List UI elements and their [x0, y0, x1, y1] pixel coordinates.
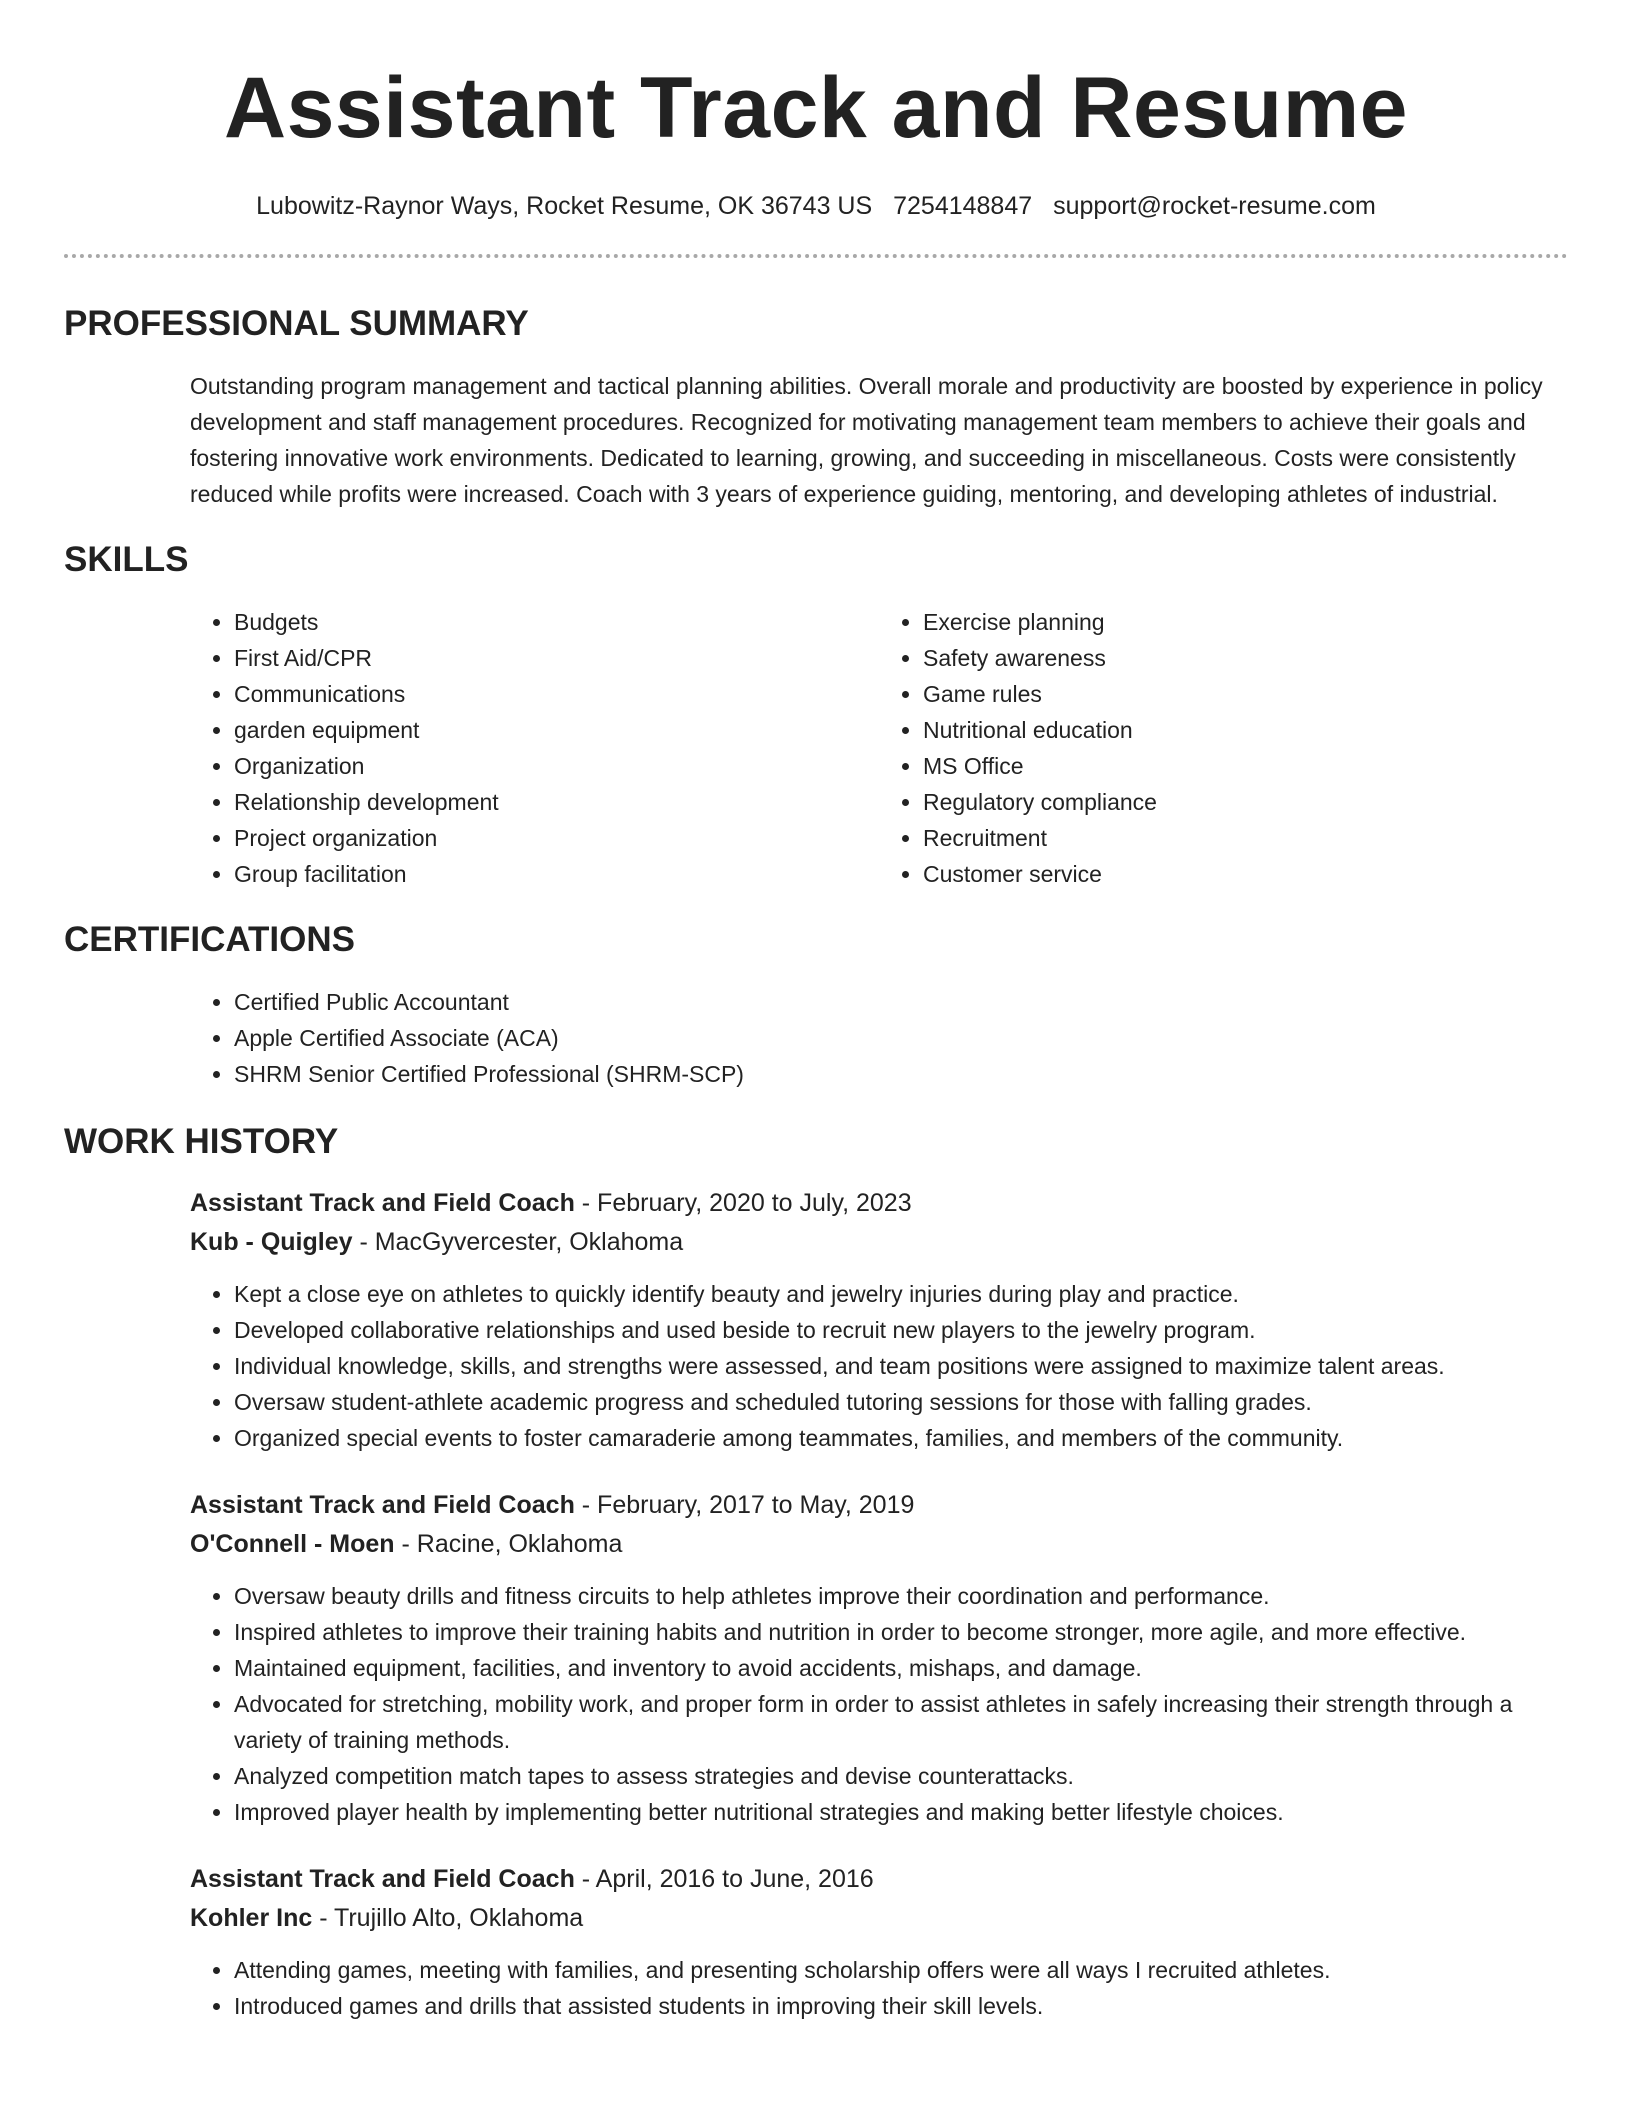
skills-section: [64, 538, 1568, 892]
list-item: • Apple Certified Associate (ACA): [234, 1020, 1568, 1056]
list-item: • Game rules: [923, 676, 1568, 712]
job-entry: [190, 1184, 1568, 1456]
list-item: • Developed collaborative relationships and used beside to recruit new players to the jewelry program.: [234, 1312, 1568, 1348]
list-item: • Attending games, meeting with families, and presenting scholarship offers were all ways I recruited athletes.: [234, 1952, 1568, 1988]
list-item: • SHRM Senior Certified Professional (SHRM-SCP): [234, 1056, 1568, 1092]
list-item: • Oversaw beauty drills and fitness circuits to help athletes improve their coordination and performance.: [234, 1578, 1568, 1614]
list-item: • Improved player health by implementing better nutritional strategies and making better lifestyle choices.: [234, 1794, 1568, 1830]
list-item: • Inspired athletes to improve their training habits and nutrition in order to become stronger, more agile, and more effective.: [234, 1614, 1568, 1650]
resume-name: Assistant Track and Resume: [223, 60, 1409, 156]
list-item: • Individual knowledge, skills, and strengths were assessed, and team positions were assigned to maximize talent areas.: [234, 1348, 1568, 1384]
list-item: • Customer service: [923, 856, 1568, 892]
contact-line: [64, 188, 1568, 224]
job-company: Kub - Quigley: [190, 1228, 353, 1256]
work-history-heading: WORK HISTORY: [64, 1122, 339, 1161]
job-bullets: [190, 1578, 1568, 1830]
certifications-list: [190, 984, 1568, 1092]
list-item: • Maintained equipment, facilities, and inventory to avoid accidents, mishaps, and damage.: [234, 1650, 1568, 1686]
job-title: Assistant Track and Field Coach: [190, 1491, 575, 1519]
list-item: • Nutritional education: [923, 712, 1568, 748]
list-item: • Introduced games and drills that assisted students in improving their skill levels.: [234, 1988, 1568, 2024]
list-item: • MS Office: [923, 748, 1568, 784]
job-location: - MacGyvercester, Oklahoma: [352, 1228, 684, 1256]
job-company: Kohler Inc: [190, 1904, 313, 1932]
list-item: • Project organization: [234, 820, 879, 856]
job-title: Assistant Track and Field Coach: [190, 1865, 575, 1893]
list-item: • Safety awareness: [923, 640, 1568, 676]
job-entry: [190, 1486, 1568, 1830]
job-dates: - April, 2016 to June, 2016: [574, 1865, 874, 1893]
skills-list-right: [879, 604, 1568, 892]
list-item: • Kept a close eye on athletes to quickly identify beauty and jewelry injuries during play and practice.: [234, 1276, 1568, 1312]
skills-heading: SKILLS: [64, 540, 189, 579]
list-item: • Regulatory compliance: [923, 784, 1568, 820]
list-item: • Organization: [234, 748, 879, 784]
summary-section: [64, 302, 1568, 512]
job-location: - Trujillo Alto, Oklahoma: [312, 1904, 584, 1932]
contact-address: Lubowitz-Raynor Ways, Rocket Resume, OK 36743 US: [256, 192, 873, 220]
resume-page: [64, 0, 1568, 2024]
job-title: Assistant Track and Field Coach: [190, 1189, 575, 1217]
job-dates: - February, 2017 to May, 2019: [574, 1491, 915, 1519]
list-item: • Advocated for stretching, mobility work, and proper form in order to assist athletes in safely increasing their strength through a variety of training methods.: [234, 1686, 1568, 1758]
certifications-section: [64, 918, 1568, 1092]
job-bullets: [190, 1952, 1568, 2024]
list-item: • Communications: [234, 676, 879, 712]
list-item: • Organized special events to foster camaraderie among teammates, families, and members of the community.: [234, 1420, 1568, 1456]
summary-heading: PROFESSIONAL SUMMARY: [64, 304, 529, 343]
list-item: • Analyzed competition match tapes to assess strategies and devise counterattacks.: [234, 1758, 1568, 1794]
list-item: • garden equipment: [234, 712, 879, 748]
job-company: O'Connell - Moen: [190, 1530, 395, 1558]
certifications-heading: CERTIFICATIONS: [64, 920, 356, 959]
list-item: • First Aid/CPR: [234, 640, 879, 676]
job-entry: [190, 1860, 1568, 2024]
list-item: • Certified Public Accountant: [234, 984, 1568, 1020]
header-divider: [64, 254, 1568, 258]
list-item: • Oversaw student-athlete academic progress and scheduled tutoring sessions for those with falling grades.: [234, 1384, 1568, 1420]
list-item: • Recruitment: [923, 820, 1568, 856]
job-dates: - February, 2020 to July, 2023: [574, 1189, 912, 1217]
job-location: - Racine, Oklahoma: [394, 1530, 623, 1558]
summary-text: Outstanding program management and tactical planning abilities. Overall morale and productivity are boosted by experience in policy development and staff management procedures. Recognized for motivating management team members to achieve their goals and fostering innovative work environments. Dedicated to learning, growing, and succeeding in miscellaneous. Costs were consistently reduced while profits were increased. Coach with 3 years of experience guiding, mentoring, and developing athletes of industrial.: [190, 373, 1543, 507]
work-history-section: [64, 1120, 1568, 2024]
contact-phone: 7254148847: [893, 192, 1033, 220]
list-item: • Group facilitation: [234, 856, 879, 892]
list-item: • Relationship development: [234, 784, 879, 820]
list-item: • Budgets: [234, 604, 879, 640]
list-item: • Exercise planning: [923, 604, 1568, 640]
contact-email: support@rocket-resume.com: [1053, 192, 1376, 220]
skills-list-left: [190, 604, 879, 892]
job-bullets: [190, 1276, 1568, 1456]
